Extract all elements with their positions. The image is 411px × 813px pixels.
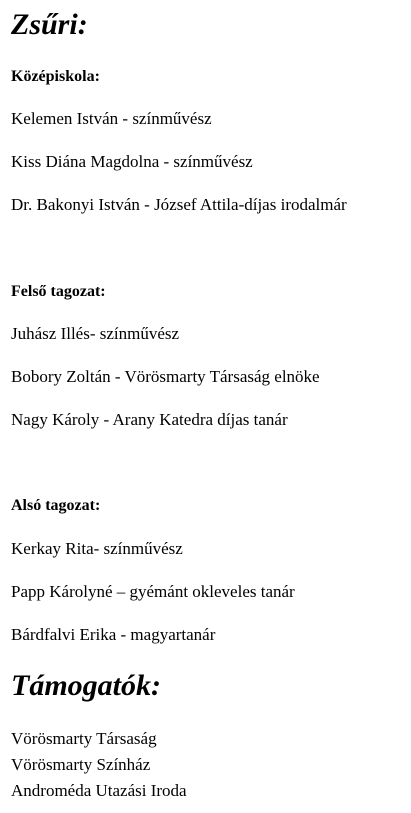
jury-member: Kiss Diána Magdolna - színművész [11,152,253,171]
jury-member: Juhász Illés- színművész [11,324,180,343]
sponsor-item: Vörösmarty Társaság [11,729,157,748]
jury-member: Nagy Károly - Arany Katedra díjas tanár [11,410,288,429]
sponsor-item: Vörösmarty Színház [11,755,151,774]
section-heading-lower-grades: Alsó tagozat: [11,497,101,514]
jury-title: Zsűri: [11,8,88,41]
jury-member: Kelemen István - színművész [11,109,212,128]
jury-member: Kerkay Rita- színművész [11,539,183,558]
section-heading-upper-grades: Felső tagozat: [11,283,106,300]
jury-member: Papp Károlyné – gyémánt okleveles tanár [11,582,295,601]
jury-member: Bárdfalvi Erika - magyartanár [11,625,216,644]
sponsor-item: Androméda Utazási Iroda [11,781,187,800]
sponsors-title: Támogatók: [11,669,161,702]
section-heading-high-school: Középiskola: [11,68,100,85]
jury-member: Dr. Bakonyi István - József Attila-díjas irodalmár [11,195,347,214]
jury-member: Bobory Zoltán - Vörösmarty Társaság elnöke [11,367,320,386]
